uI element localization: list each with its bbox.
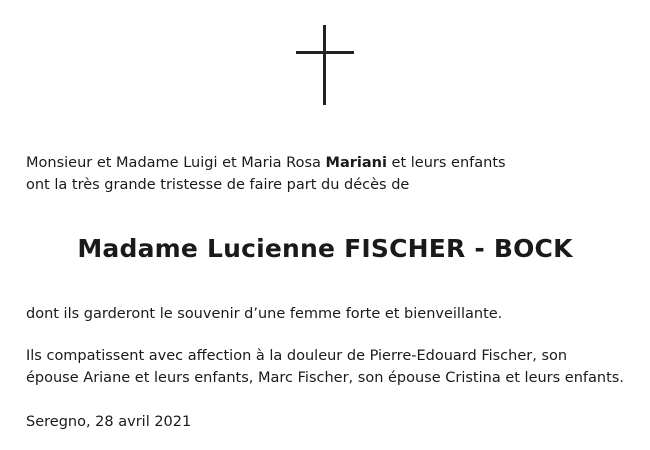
place-and-date: Seregno, 28 avril 2021: [26, 414, 192, 430]
cross-vertical-bar: [323, 25, 326, 105]
remembrance-paragraph: dont ils garderont le souvenir d’une femme forte et bienveillante.: [26, 306, 503, 322]
intro-suffix: et leurs enfants: [386, 155, 506, 171]
condolences-paragraph: Ils compatissent avec affection à la douleur de Pierre-Edouard Fischer, son épouse Ariane et leurs enfants, Marc Fischer, son épouse Cristina et leurs enfants.: [26, 348, 624, 386]
announcement-intro-line-1: [26, 152, 624, 174]
announcement-intro-line-2: ont la très grande tristesse de faire part du décès de: [26, 177, 410, 193]
intro-prefix: Monsieur et Madame Luigi et Maria Rosa: [26, 155, 326, 171]
latin-cross-icon: [296, 25, 354, 105]
cross-symbol-area: [26, 0, 624, 130]
announcement-intro: [26, 152, 624, 196]
family-name: Mariani: [325, 155, 387, 171]
deceased-name: Madame Lucienne FISCHER - BOCK: [77, 234, 573, 263]
cross-horizontal-bar: [296, 51, 354, 54]
